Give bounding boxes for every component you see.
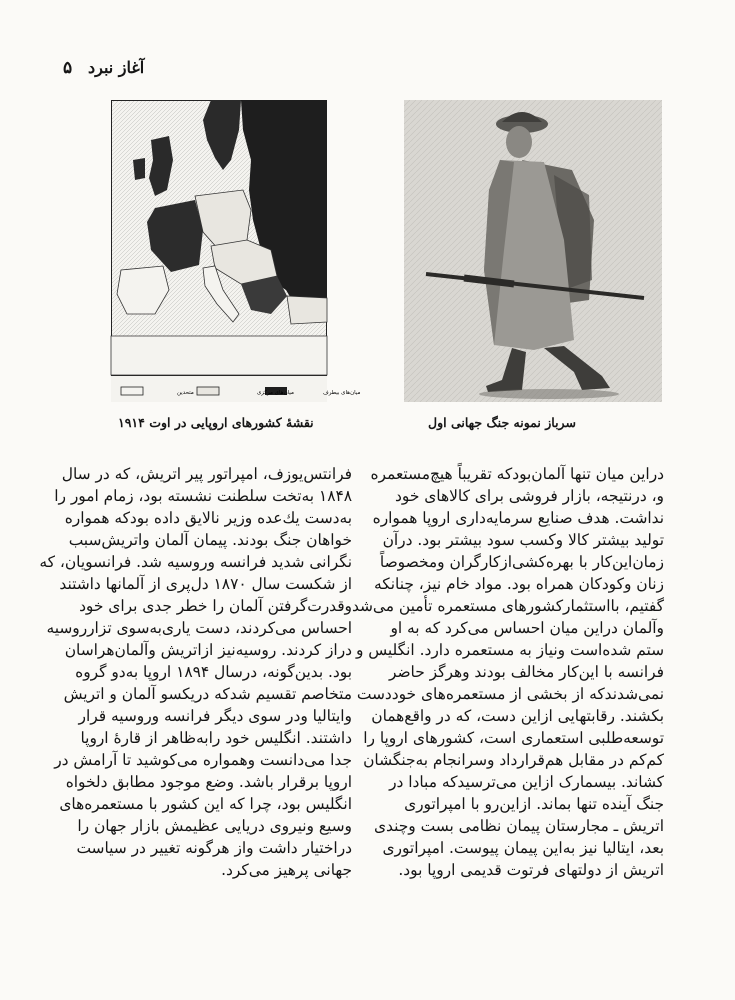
text-line: اروپا برقرار باشد. وضع موجود مطابق دلخواه xyxy=(65,773,352,791)
text-column-right xyxy=(351,463,664,881)
text-line: نمی‌شدندکه از بخشی از مستعمره‌های خوددست xyxy=(356,685,664,703)
text-line: گفتیم، بااستثمارکشورهای مستعمره تأمین می‌شد xyxy=(351,597,664,615)
text-line: فرانتس‌یوزف، امپراتور پیر اتریش، که در سال xyxy=(61,465,352,483)
map-legend-allies: میان‌های بیطرف xyxy=(323,390,361,396)
text-line: داشتند. انگلیس خود رابه‌ظاهر از قارهٔ اروپا xyxy=(80,729,352,747)
text-line: توسعه‌طلبی استعماری است، کشورهای اروپا را xyxy=(363,729,664,747)
text-line: تولید بیشتر کالا وکسب سود بیشتر بود. درآن xyxy=(382,531,664,549)
text-line: فرانسه با این‌کار مخالف بودند وهرگز حاضر xyxy=(388,663,664,681)
text-line: ۱۸۴۸ به‌تخت سلطنت نشسته بود، زمام امور را xyxy=(54,487,352,505)
soldier-caption: سرباز نمونه جنگ جهانی اول xyxy=(428,415,576,430)
text-line: کشاند. بیسمارک ازاین می‌ترسیدکه مبادا در xyxy=(389,773,664,791)
text-line: زنان وکودکان همراه بود. مواد خام نیز، چنانکه xyxy=(374,575,664,593)
text-line: جنگ آینده تنها بماند. ازاین‌رو با امپراتوری xyxy=(404,795,664,813)
text-line: وآلمان دراین میان احساس می‌کرد که به او xyxy=(390,619,664,637)
text-line: احساس می‌کردند، دست یاری‌به‌سوی تزارروسیه xyxy=(46,619,352,637)
text-line: اتریش از دولتهای فرتوت قدیمی اروپا بود. xyxy=(398,861,664,879)
map-caption: نقشهٔ کشورهای اروپایی در اوت ۱۹۱۴ xyxy=(118,415,314,430)
europe-map-1914 xyxy=(111,100,361,402)
text-line: بکشند. رقابتهایی ازاین دست، که در واقع‌همان xyxy=(371,707,664,725)
text-line: وقدرت‌گرفتن آلمان را خطر جدی برای خود xyxy=(79,597,352,615)
text-line: زمان‌این‌کار با بهره‌کشی‌ازکارگران ومخصوصاً xyxy=(379,553,664,571)
map-legend-neutral: متحدین xyxy=(177,390,194,396)
text-line: نداشت. هدف صنایع سرمایه‌داری اروپا همواره xyxy=(372,509,664,527)
text-line: ستم شده‌است ونیاز به مستعمره دارد. انگلیس و xyxy=(355,641,664,659)
text-line: کم‌کم در مقابل هم‌قرارداد وسرانجام به‌جنگشان xyxy=(363,751,664,769)
text-column-left xyxy=(39,463,352,881)
text-line: جدا می‌دانست وهمواره می‌کوشید تا آرامش در xyxy=(54,751,352,769)
text-line: نگرانی شدید فرانسه وروسیه شد. فرانسویان، که xyxy=(39,553,352,571)
text-line: انگلیس بود، چرا که این کشور با مستعمره‌های xyxy=(59,795,352,813)
text-line: دراین میان تنها آلمان‌بودکه تقریباً هیچ‌مستعمره xyxy=(370,465,664,483)
text-line: متخاصم تقسیم شدکه دریکسو آلمان و اتریش xyxy=(63,685,352,703)
map-legend-central: میان‌های مرکزی xyxy=(257,390,294,396)
text-line: جهانی پرهیز می‌کرد. xyxy=(221,861,352,879)
text-line: به‌دست یك‌عده وزیر نالایق داده بودکه همواره xyxy=(64,509,352,527)
text-line: بود. بدین‌گونه، درسال ۱۸۹۴ اروپا به‌دو گروه xyxy=(75,663,352,681)
text-line: دراز کردند. روسیه‌نیز ازاتریش وآلمان‌هراسان xyxy=(64,641,352,659)
text-line: از شکست سال ۱۸۷۰ دل‌پری از آلمانها داشتند xyxy=(59,575,352,593)
soldier-illustration xyxy=(404,100,662,402)
text-line: و، درنتیجه، بازار فروشی برای کالاهای خود xyxy=(395,487,664,505)
text-line: خواهان جنگ بودند. پیمان آلمان واتریش‌سبب xyxy=(68,531,352,549)
text-line: وسیع ونیروی دریایی عظیمش بازار جهان را xyxy=(77,817,352,835)
text-line: اتریش ـ مجارستان پیمان نظامی بست وچندی xyxy=(374,817,664,835)
text-line: دراختیار داشت واز هرگونه تغییر در سیاست xyxy=(76,839,352,857)
page-number: ۵ xyxy=(63,58,73,78)
text-line: وایتالیا ودر سوی دیگر فرانسه وروسیه قرار xyxy=(78,707,352,725)
chapter-title: آغاز نبرد xyxy=(88,58,145,77)
text-line: بعد، ایتالیا نیز به‌این پیمان پیوست. امپراتوری xyxy=(382,839,664,857)
